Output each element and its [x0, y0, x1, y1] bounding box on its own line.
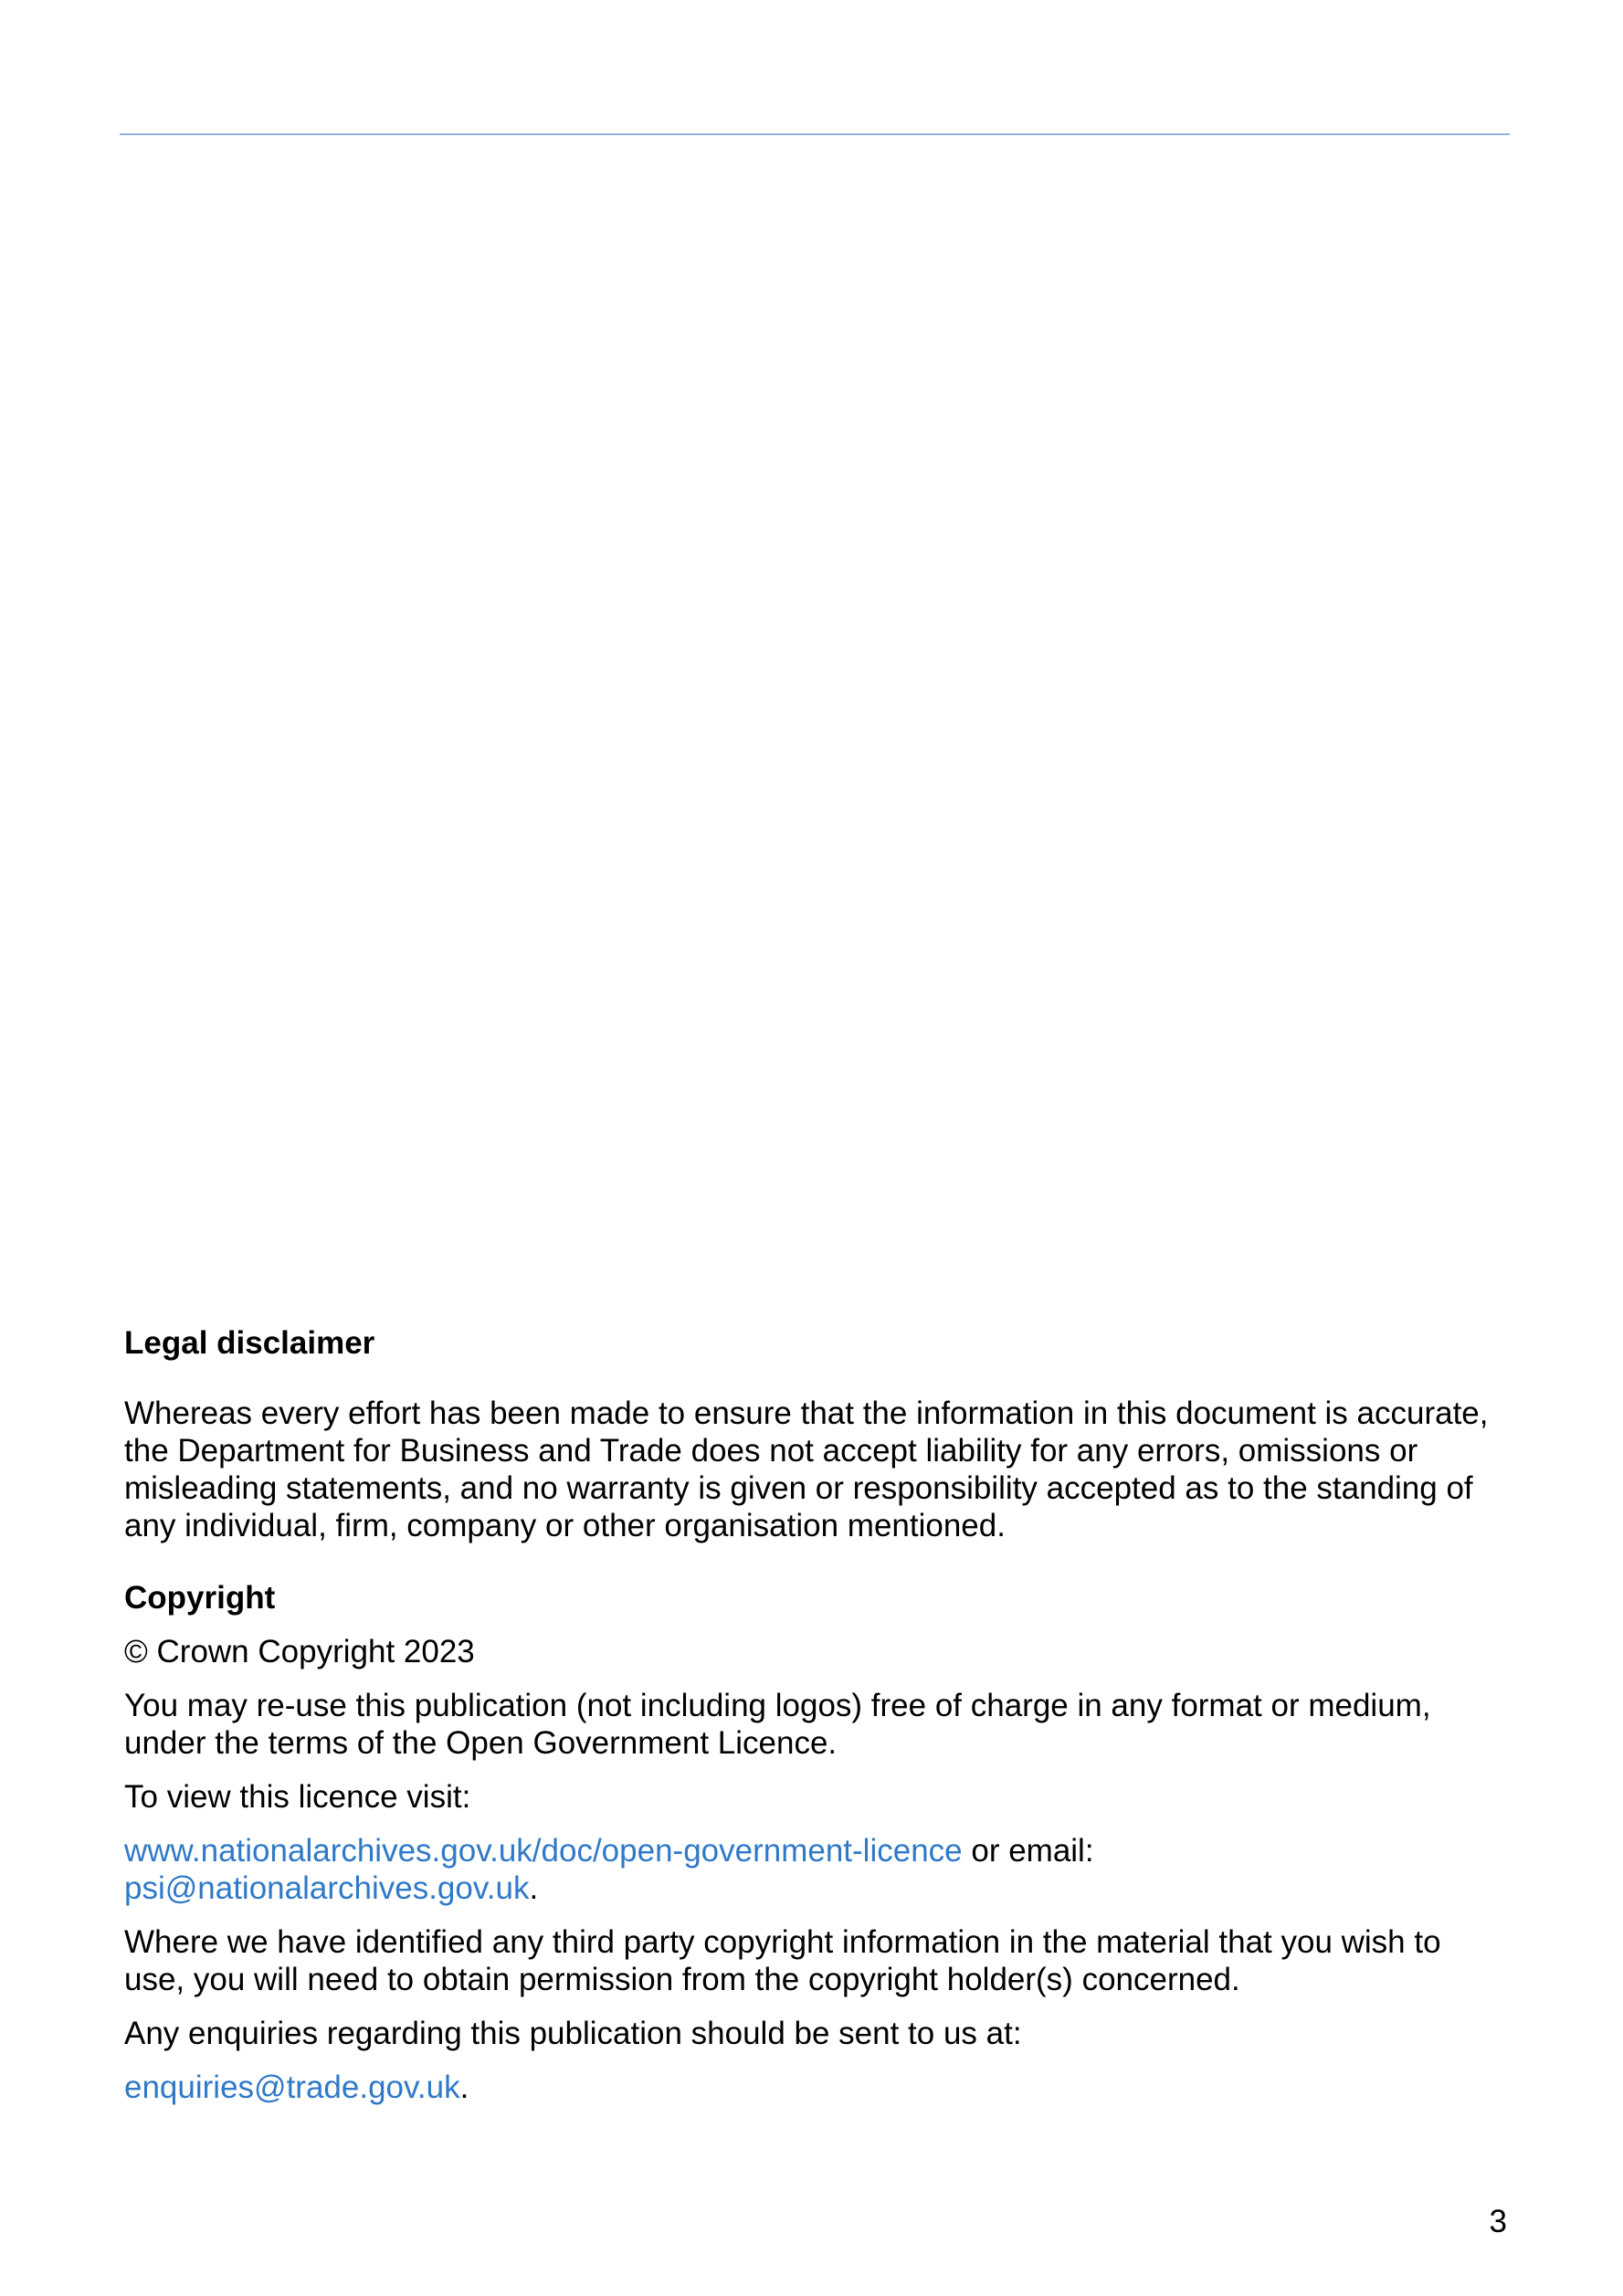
enquiries-email-link[interactable]: enquiries@trade.gov.uk: [124, 2070, 460, 2105]
licence-paragraph: [124, 1832, 1503, 1907]
document-body: [124, 1324, 1503, 2106]
header-rule: [120, 133, 1510, 135]
licence-link[interactable]: www.nationalarchives.gov.uk/doc/open-government-licence: [124, 1833, 963, 1869]
copyright-heading: Copyright: [124, 1580, 276, 1616]
or-email-text: or email:: [962, 1833, 1094, 1869]
enquiries-paragraph: [124, 2069, 1503, 2106]
reuse-text: You may re-use this publication (not including logos) free of charge in any format or medium, under the terms of the Open Government Licence.: [124, 1688, 1431, 1761]
legal-disclaimer-heading: Legal disclaimer: [124, 1325, 375, 1361]
enquiries-suffix: .: [459, 2070, 469, 2105]
third-party-text: Where we have identified any third party copyright information in the material that you wish to use, you will need to obtain permission from the copyright holder(s) concerned.: [124, 1924, 1441, 1997]
copyright-notice: © Crown Copyright 2023: [124, 1634, 475, 1669]
email-suffix: .: [529, 1870, 539, 1906]
page-number: 3: [1489, 2204, 1507, 2239]
psi-email-link[interactable]: psi@nationalarchives.gov.uk: [124, 1870, 530, 1906]
legal-disclaimer-text: Whereas every effort has been made to ensure that the information in this document is accurate, the Department for Business and Trade does not accept liability for any errors, omissions or misleading statements, and no warranty is given or responsibility accepted as to the standing of any individual, firm, company or other organisation mentioned.: [124, 1396, 1489, 1543]
view-licence-text: To view this licence visit:: [124, 1779, 471, 1815]
enquiries-text: Any enquiries regarding this publication should be sent to us at:: [124, 2016, 1022, 2051]
